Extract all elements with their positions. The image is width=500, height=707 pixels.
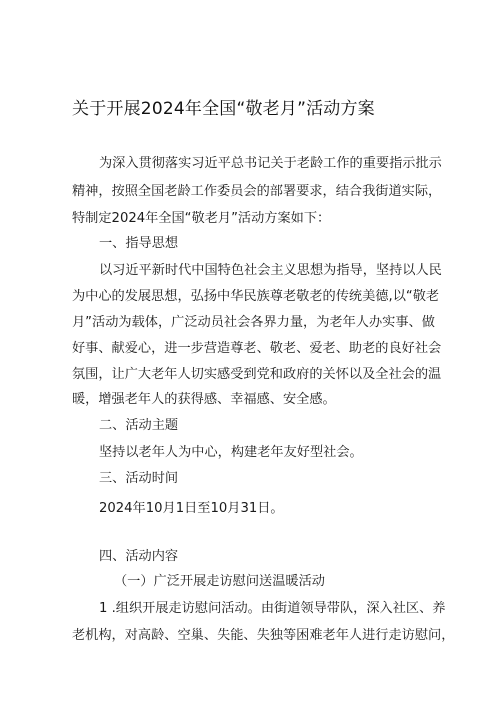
section-4-subheading: （一）广泛开展走访慰问送温暖活动 [114,574,325,589]
intro-line-3: 特制定2024年全国“敬老月”活动方案如下： [72,211,331,226]
section-1-line-3: 月”活动为载体，广泛动员社会各界力量，为老年人办实事、做 [72,315,435,330]
intro-line-1: 为深入贯彻落实习近平总书记关于老龄工作的重要指示批示 [99,156,442,171]
section-3-line-1: 2024年10月1日至10月31日。 [99,501,284,516]
intro-line-2: 精神，按照全国老龄工作委员会的部署要求，结合我街道实际， [72,184,442,199]
document-title: 关于开展2024年全国“敬老月”活动方案 [72,99,375,119]
section-1-line-5: 氛围，让广大老年人切实感受到党和政府的关怀以及全社会的温 [72,367,442,382]
section-1-line-1: 以习近平新时代中国特色社会主义思想为指导，坚持以人民 [99,263,442,278]
section-1-line-2: 为中心的发展思想，弘扬中华民族尊老敬老的传统美德,以“敬老 [72,289,440,304]
section-1-line-4: 好事、献爱心，进一步营造尊老、敬老、爱老、助老的良好社会 [72,341,442,356]
section-4-line-2: 老机构，对高龄、空巢、失能、失独等困难老年人进行走访慰问， [72,628,455,643]
section-3-heading: 三、活动时间 [99,471,179,486]
section-1-line-6: 暖，增强老年人的获得感、幸福感、安全感。 [72,392,336,407]
section-4-heading: 四、活动内容 [99,549,179,564]
section-4-line-1: 1 .组织开展走访慰问活动。由街道领导带队，深入社区、养 [99,601,446,616]
section-2-heading: 二、活动主题 [99,418,179,433]
section-2-line-1: 坚持以老年人为中心，构建老年友好型社会。 [99,445,363,460]
section-1-heading: 一、指导思想 [99,236,179,251]
